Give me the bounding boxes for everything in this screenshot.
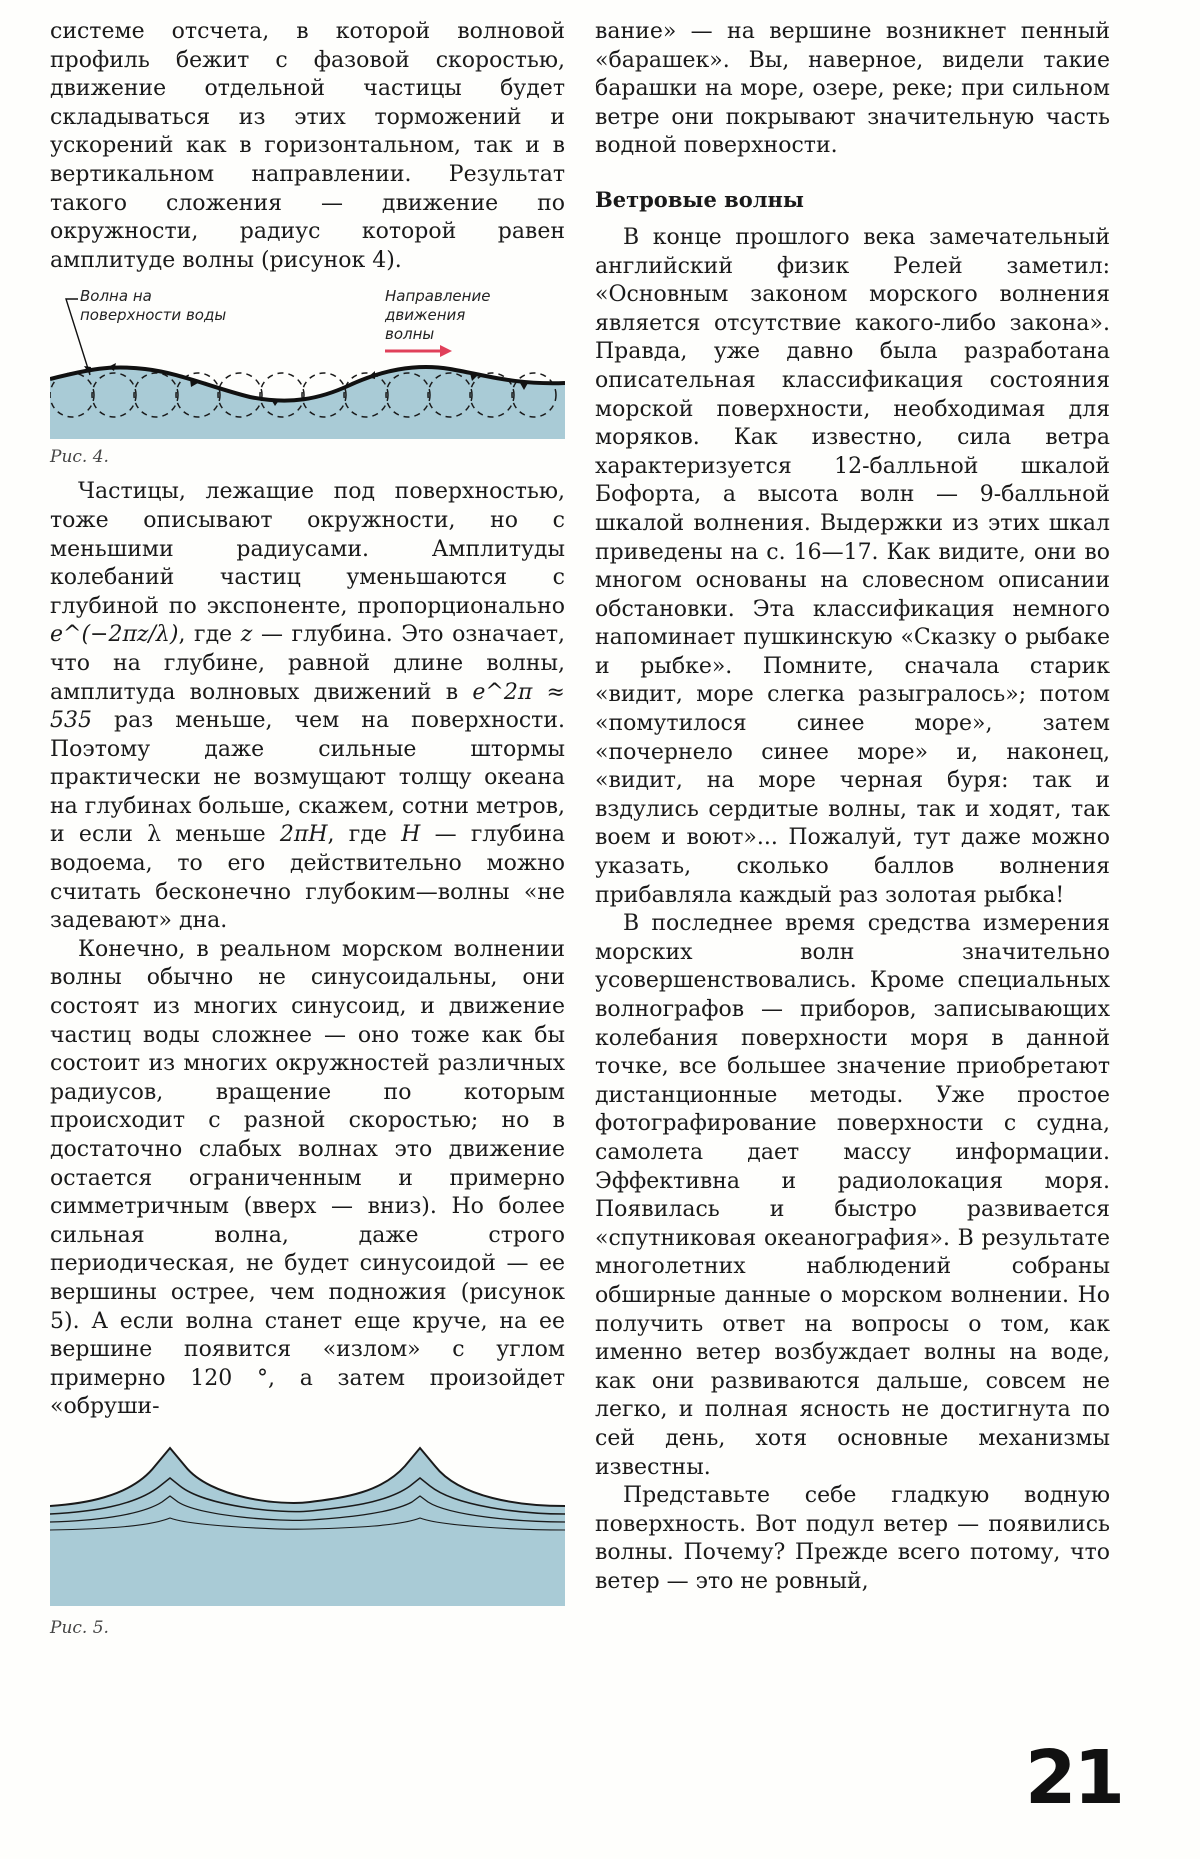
formula-e2pi: e^2π ≈ 535 <box>50 679 565 734</box>
left-paragraph-2: Частицы, лежащие под поверхностью, тоже описывают окружности, но с меньшими радиусами. Амплитуды колебаний частиц уменьшаются с глубиной по экспоненте, пропорционально e^(−2πz/λ), где z — глубина. Это означает, что на глубине, равной длине волны, амплитуда волновых движений в e^2π ≈ 535 раз меньше, чем на поверхности. Поэтому даже сильные штормы практически не возмущают толщу океана на глубинах больше, скажем, сотни метров, и если λ меньше 2πH, где H — глубина водоема, то его действительно можно считать бесконечно глубоким—волны «не задевают» дна. <box>50 479 566 934</box>
section-heading: Ветровые волны <box>595 186 804 212</box>
right-paragraph-3: В последнее время средства измерения морских волн значительно усовершенствовались. Кроме специальных волнографов — приборов, записывающих колебания поверхности моря в данной точке, все большее значение приобретают дистанционные методы. Уже простое фотографирование поверхности с судна, самолета дает массу информации. Эффективна и радиолокация моря. Появилась и быстро развивается «спутниковая океанография». В результате многолетних наблюдений собраны обширные данные о морском волнении. Но получить ответ на вопросы о том, как именно ветер возбуждает волны на воде, как они развиваются дальше, совсем не легко, и полная ясность не достигнута по сей день, хотя основные механизмы известны. <box>595 911 1110 1480</box>
formula-exponent: e^(−2πz/λ) <box>50 622 179 648</box>
fig4-label-direction: Направление движения волны <box>385 287 491 344</box>
fig5-caption: Рис. 5. <box>50 1617 109 1638</box>
figure-4 <box>50 287 565 472</box>
left-paragraph-1: системе отсчета, в которой волновой профиль бежит с фазовой скоростью, движение отдельной частицы будет складываться из этих торможений и ускорений как в горизонтальном, так и в вертикальном направлении. Результат такого сложения — движение по окружности, радиус которой равен амплитуде волны (рисунок 4). <box>50 19 565 273</box>
fig4-direction-arrow <box>385 345 452 357</box>
fig4-label-surface: Волна на поверхности воды <box>80 287 227 325</box>
figure-5-diagram <box>50 1436 565 1641</box>
right-paragraph-2: В конце прошлого века замечательный английский физик Релей заметил: «Основным законом морского волнения является отсутствие какого-либо закона». Правда, уже давно была разработана описательная классификация состояния морской поверхности, необходимая для моряков. Как известно, сила ветра характеризуется 12-балльной шкалой Бофорта, а высота волн — 9-балльной шкалой волнения. Выдержки из этих шкал приведены на с. 16—17. Как видите, они во многом основаны на словесном описании обстановки. Эта классификация немного напоминает пушкинскую «Сказку о рыбаке и рыбке». Помните, сначала старик «видит, море слегка разыгралось»; потом «помутилося синее море», затем «почернело синее море» и, наконец, «видит, на море черная буря: так и вздулись сердитые волны, так и ходят, так воем и воют»... Пожалуй, тут даже можно указать, сколько баллов волнения прибавляла каждый раз золотая рыбка! <box>595 224 1110 908</box>
fig4-caption: Рис. 4. <box>50 447 109 468</box>
right-paragraph-4: Представьте себе гладкую водную поверхность. Вот подул ветер — появились волны. Почему? Прежде всего потому, что ветер — это не ровный, <box>595 1483 1110 1594</box>
right-paragraph-1: вание» — на вершине возникнет пенный «барашек». Вы, наверное, видели такие барашки на море, озере, реке; при сильном ветре они покрывают значительную часть водной поверхности. <box>595 19 1110 159</box>
right-column <box>595 18 1110 1596</box>
figure-5 <box>50 1436 565 1641</box>
left-column <box>50 18 565 1647</box>
left-paragraph-3: Конечно, в реальном морском волнении волны обычно не синусоидальны, они состоят из многих синусоид, и движение частиц воды сложнее — оно тоже как бы состоит из многих окружностей различных радиусов, вращение по которым происходит с разной скоростью; но в достаточно слабых волнах это движение остается ограниченным и примерно симметричным (вверх — вниз). Но более сильная волна, даже строго периодическая, не будет синусоидой — ее вершины острее, чем подножия (рисунок 5). А если волна станет еще круче, на ее вершине появится «излом» с углом примерно 120 °, а затем произойдет «обруши- <box>50 936 565 1420</box>
page-number: 21 <box>1025 1735 1122 1821</box>
